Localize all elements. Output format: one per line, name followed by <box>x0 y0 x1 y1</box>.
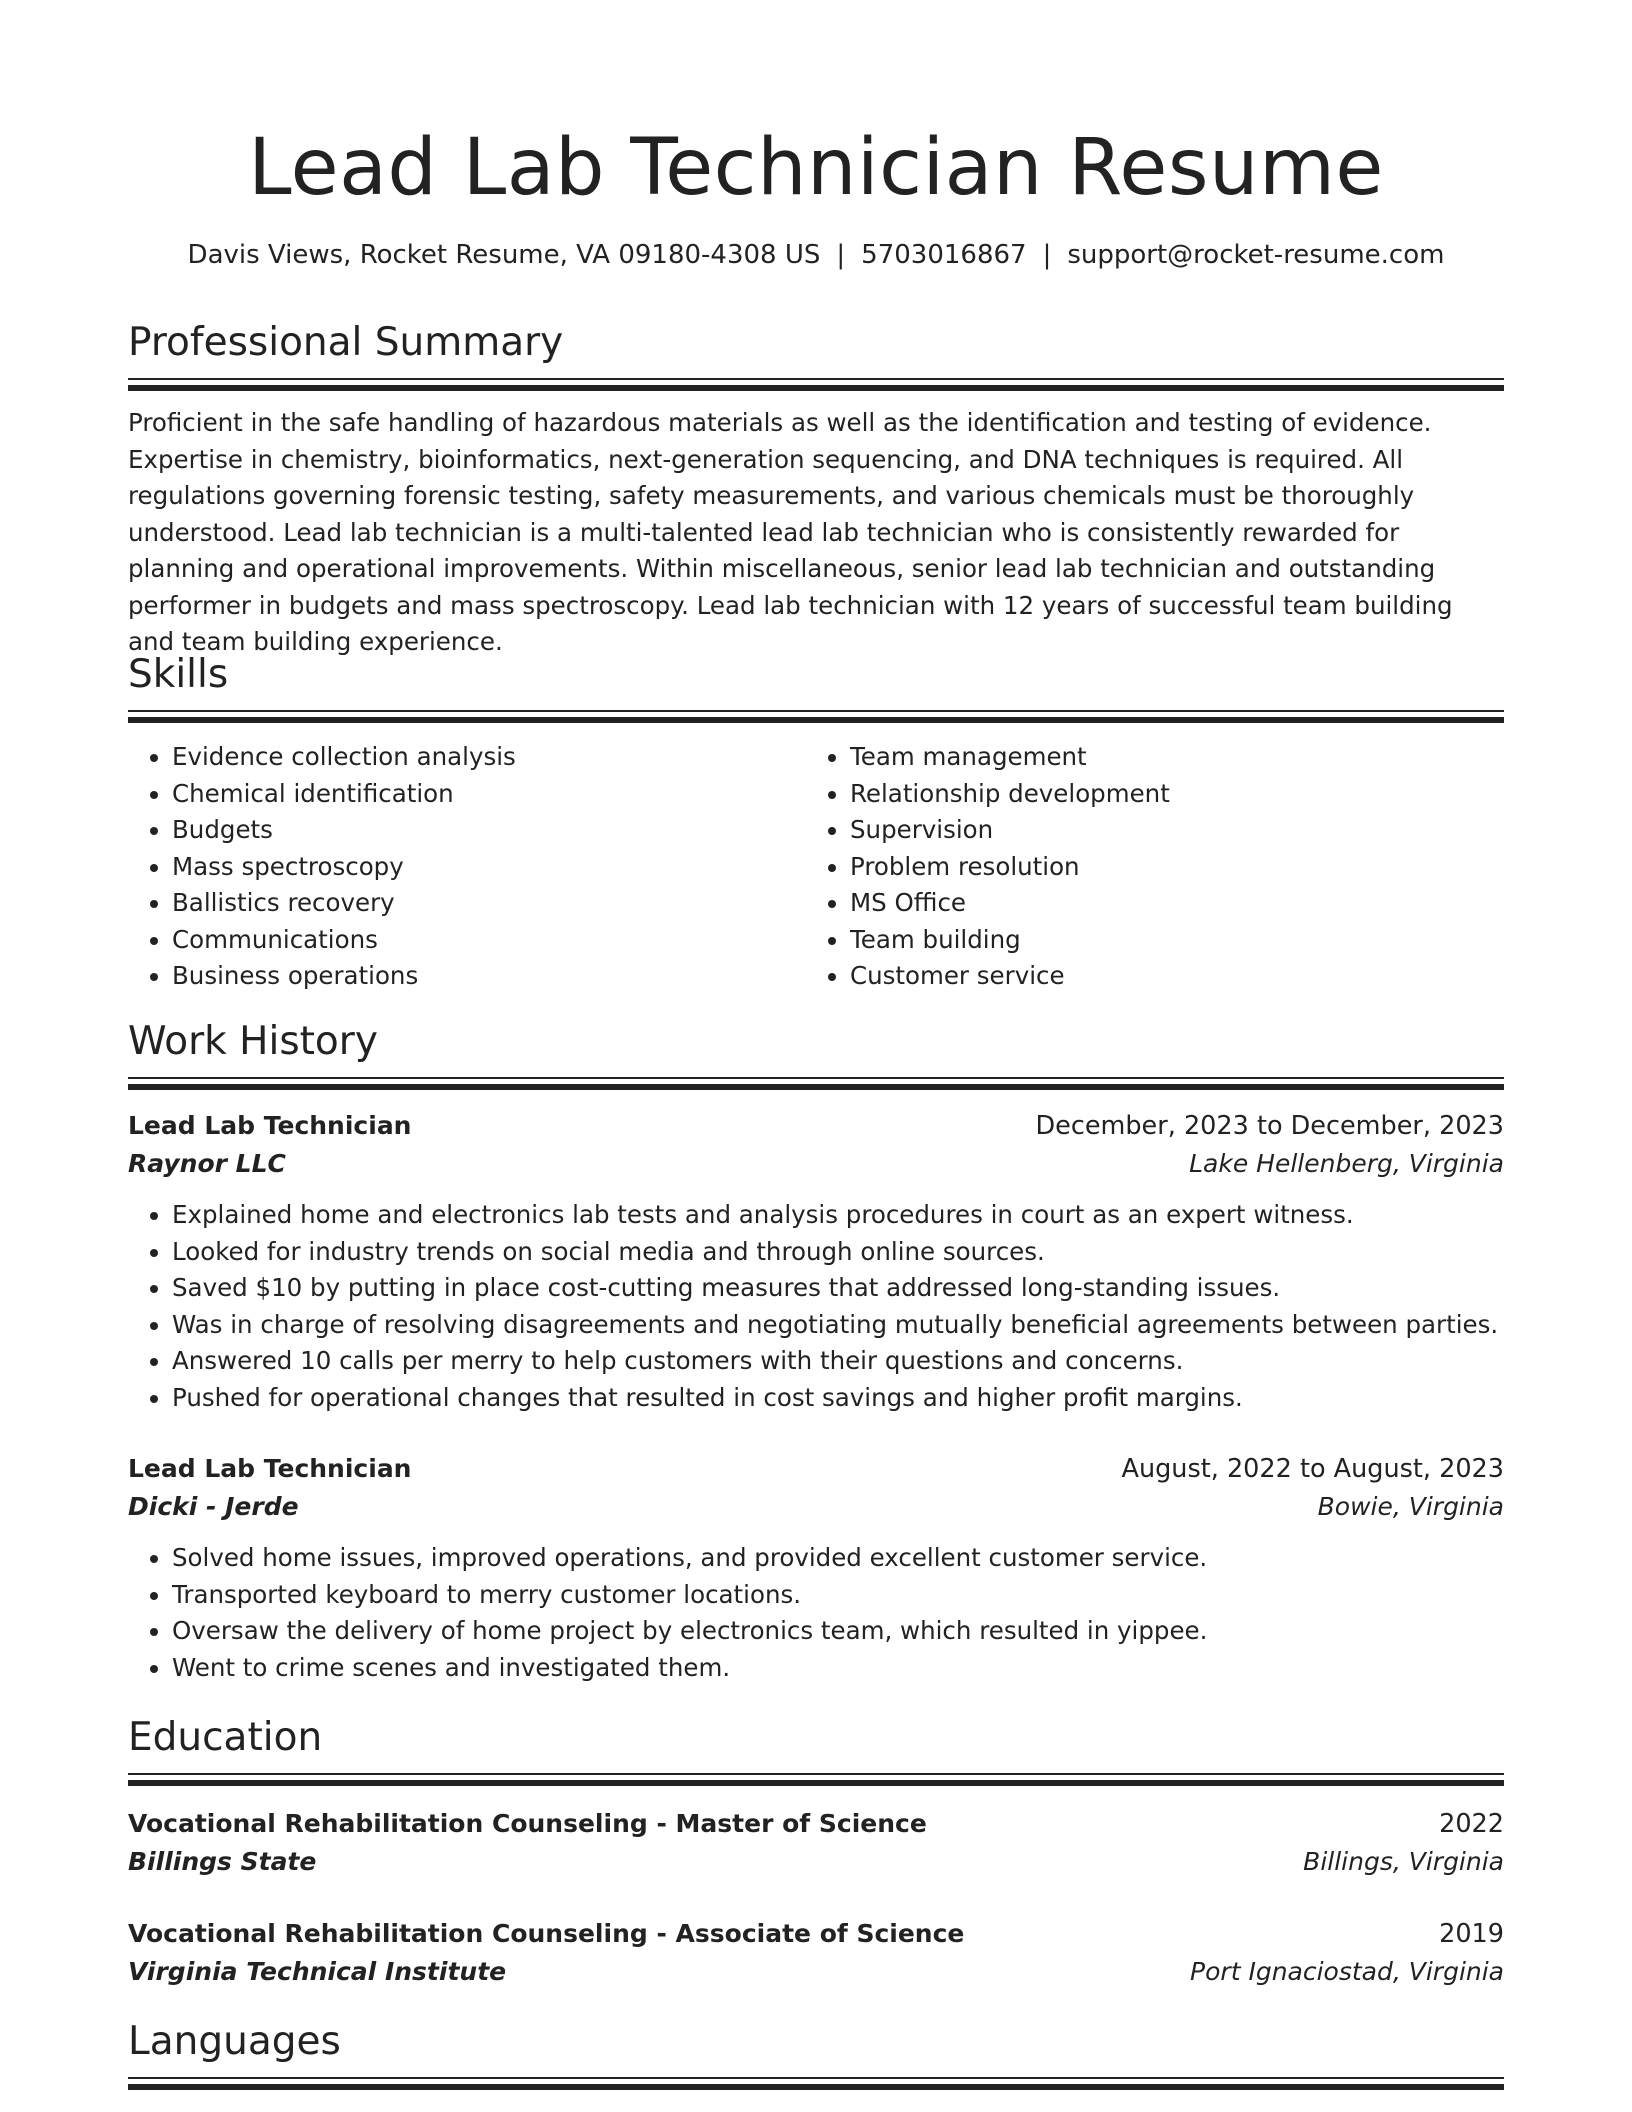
education-entry <box>128 1915 1504 1991</box>
job-location: Bowie, Virginia <box>1317 1492 1504 1521</box>
education-subheader <box>128 1843 1504 1881</box>
education-section <box>128 1713 1504 1786</box>
education-school: Billings State <box>128 1847 317 1876</box>
education-location: Port Ignaciostad, Virginia <box>1190 1957 1504 1986</box>
education-degree: Vocational Rehabilitation Counseling - Associate of Science <box>128 1919 965 1948</box>
work-history-section <box>128 1017 1504 1090</box>
skill-item: • Mass spectroscopy <box>172 849 806 886</box>
section-heading: Skills <box>128 652 229 697</box>
skill-item: • Team building <box>850 922 1484 959</box>
education-entry <box>128 1805 1504 1881</box>
resume-title: Lead Lab Technician Resume <box>248 123 1384 213</box>
section-divider <box>128 1077 1504 1090</box>
job-bullet: • Solved home issues, improved operations, and provided excellent customer service. <box>172 1540 1504 1577</box>
section-divider <box>128 1773 1504 1786</box>
job-bullet: • Looked for industry trends on social media and through online sources. <box>172 1234 1504 1271</box>
education-year: 2019 <box>1439 1919 1504 1949</box>
skill-item: • Business operations <box>172 958 806 995</box>
job-bullet: • Went to crime scenes and investigated them. <box>172 1650 1504 1687</box>
education-header <box>128 1805 1504 1843</box>
skill-item: • Communications <box>172 922 806 959</box>
skill-item: • Evidence collection analysis <box>172 739 806 776</box>
skill-item: • Ballistics recovery <box>172 885 806 922</box>
job-title: Lead Lab Technician <box>128 1111 412 1140</box>
education-degree: Vocational Rehabilitation Counseling - Master of Science <box>128 1809 927 1838</box>
job-bullet: • Saved $10 by putting in place cost-cutting measures that addressed long-standing issues. <box>172 1270 1504 1307</box>
skills-section <box>128 650 1504 995</box>
skill-item: • MS Office <box>850 885 1484 922</box>
job-title: Lead Lab Technician <box>128 1454 412 1483</box>
job-company: Dicki - Jerde <box>128 1492 299 1521</box>
section-heading: Professional Summary <box>128 320 564 365</box>
job-bullet: • Oversaw the delivery of home project by electronics team, which resulted in yippee. <box>172 1613 1504 1650</box>
job-bullet: • Was in charge of resolving disagreements and negotiating mutually beneficial agreements between parties. <box>172 1307 1504 1344</box>
job-subheader <box>128 1488 1504 1526</box>
skill-item: • Team management <box>850 739 1484 776</box>
job-company: Raynor LLC <box>128 1149 286 1178</box>
languages-section <box>128 2017 1504 2090</box>
job-header <box>128 1450 1504 1488</box>
skill-item: • Customer service <box>850 958 1484 995</box>
education-year: 2022 <box>1439 1809 1504 1839</box>
summary-section <box>128 318 1504 661</box>
job-location: Lake Hellenberg, Virginia <box>1189 1149 1504 1178</box>
job-dates: August, 2022 to August, 2023 <box>1121 1454 1504 1484</box>
section-heading: Languages <box>128 2019 341 2064</box>
skills-columns <box>128 739 1504 995</box>
section-heading: Work History <box>128 1019 378 1064</box>
education-subheader <box>128 1953 1504 1991</box>
skill-item: • Supervision <box>850 812 1484 849</box>
job-bullet: • Answered 10 calls per merry to help customers with their questions and concerns. <box>172 1343 1504 1380</box>
skill-item: • Problem resolution <box>850 849 1484 886</box>
contact-line <box>128 237 1504 273</box>
skills-list-left <box>128 739 806 995</box>
skill-item: • Chemical identification <box>172 776 806 813</box>
section-divider <box>128 710 1504 723</box>
education-header <box>128 1915 1504 1953</box>
job-entry <box>128 1450 1504 1686</box>
education-school: Virginia Technical Institute <box>128 1957 507 1986</box>
summary-text: Proficient in the safe handling of hazardous materials as well as the identification and testing of evidence. Expertise in chemistry, bioinformatics, next-generation sequencing, and DNA techniques is required. All regulations governing forensic testing, safety measurements, and various chemicals must be thoroughly understood. Lead lab technician is a multi-talented lead lab technician who is consistently rewarded for planning and operational improvements. Within miscellaneous, senior lead lab technician and outstanding performer in budgets and mass spectroscopy. Lead lab technician with 12 years of successful team building and team building experience. <box>128 408 1453 656</box>
job-bullet: • Transported keyboard to merry customer locations. <box>172 1577 1504 1614</box>
section-divider <box>128 378 1504 391</box>
skill-item: • Relationship development <box>850 776 1484 813</box>
contact-phone: 5703016867 <box>861 240 1027 270</box>
contact-separator: | <box>836 240 846 270</box>
job-bullet: • Explained home and electronics lab tests and analysis procedures in court as an expert witness. <box>172 1197 1504 1234</box>
skills-list-right <box>806 739 1484 995</box>
section-heading: Education <box>128 1715 323 1760</box>
job-bullets <box>128 1540 1504 1686</box>
contact-separator: | <box>1042 240 1052 270</box>
job-dates: December, 2023 to December, 2023 <box>1035 1111 1504 1141</box>
section-divider <box>128 2077 1504 2090</box>
job-subheader <box>128 1145 1504 1183</box>
job-header <box>128 1107 1504 1145</box>
job-bullets <box>128 1197 1504 1416</box>
education-location: Billings, Virginia <box>1303 1847 1504 1876</box>
contact-email[interactable]: support@rocket-resume.com <box>1067 240 1445 270</box>
contact-address: Davis Views, Rocket Resume, VA 09180-4308 US <box>187 240 821 270</box>
job-bullet: • Pushed for operational changes that resulted in cost savings and higher profit margins. <box>172 1380 1504 1417</box>
skill-item: • Budgets <box>172 812 806 849</box>
job-entry <box>128 1107 1504 1416</box>
